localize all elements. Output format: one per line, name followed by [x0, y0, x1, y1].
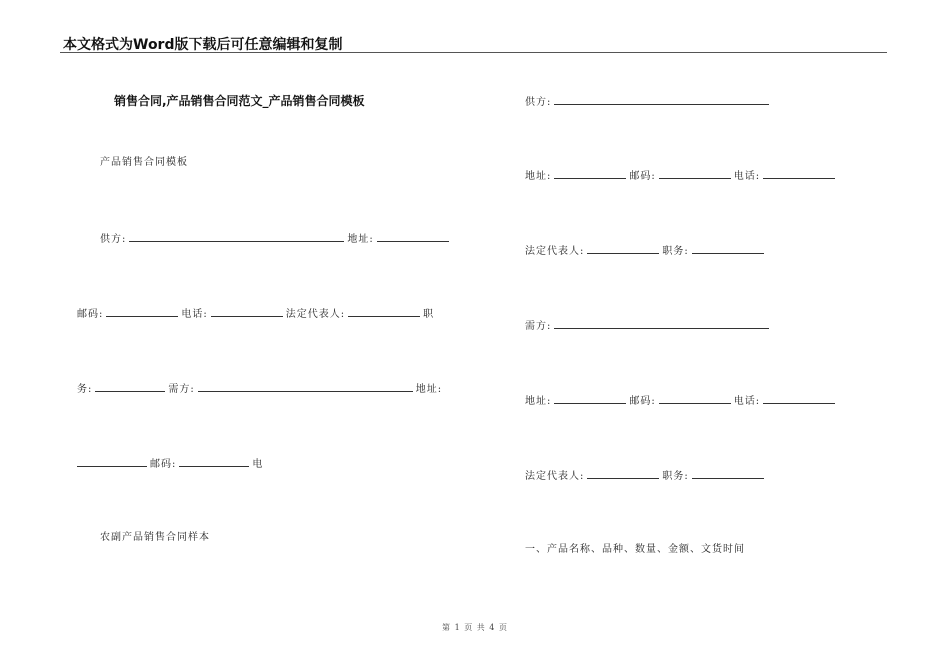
- duty-label-start: 职: [423, 309, 435, 320]
- r-supplier-blank: [554, 94, 769, 105]
- buyer-address-label: 地址:: [415, 384, 443, 395]
- phone-label: 电话:: [181, 309, 208, 320]
- r-buyer-phone-blank: [763, 393, 835, 404]
- r-postcode-blank: [659, 168, 731, 179]
- r-buyer-phone-label: 电话:: [733, 396, 761, 407]
- phone-blank: [211, 306, 283, 317]
- right-line-contact-1: [525, 168, 838, 184]
- address-blank: [377, 231, 449, 242]
- left-line-4: [77, 456, 263, 472]
- r-buyer-duty-label: 职务:: [662, 471, 689, 482]
- right-line-buyer: [525, 318, 772, 334]
- right-line-rep-1: [525, 243, 767, 259]
- r-buyer-blank: [554, 318, 769, 329]
- duty-label-end: 务:: [77, 384, 93, 395]
- left-line-2: [77, 306, 434, 322]
- buyer-blank: [198, 381, 413, 392]
- r-duty-label: 职务:: [662, 246, 689, 257]
- r-buyer-address-label: 地址:: [525, 396, 552, 407]
- r-supplier-label: 供方:: [525, 97, 552, 108]
- clause-1: 一、产品名称、品种、数量、金额、文货时间: [525, 544, 745, 555]
- buyer-postcode-label: 邮码:: [150, 459, 177, 470]
- right-line-rep-2: [525, 468, 767, 484]
- r-postcode-label: 邮码:: [629, 171, 656, 182]
- r-buyer-postcode-label: 邮码:: [629, 396, 656, 407]
- right-line-contact-2: [525, 393, 838, 409]
- buyer-label: 需方:: [168, 384, 195, 395]
- buyer-postcode-blank: [179, 456, 249, 467]
- r-address-blank: [554, 168, 626, 179]
- left-line-3: [77, 381, 442, 397]
- supplier-blank: [129, 231, 344, 242]
- document-title: 销售合同,产品销售合同范文_产品销售合同模板: [114, 94, 365, 108]
- r-buyer-postcode-blank: [659, 393, 731, 404]
- left-sub-heading: 农副产品销售合同样本: [100, 532, 210, 543]
- left-heading: 产品销售合同模板: [100, 157, 188, 168]
- supplier-label: 供方:: [100, 234, 127, 245]
- r-phone-label: 电话:: [733, 171, 761, 182]
- r-buyer-label: 需方:: [525, 321, 552, 332]
- postcode-blank: [106, 306, 178, 317]
- legal-rep-label: 法定代表人:: [285, 309, 346, 320]
- postcode-label: 邮码:: [77, 309, 104, 320]
- r-legal-rep-label: 法定代表人:: [525, 246, 585, 257]
- r-address-label: 地址:: [525, 171, 552, 182]
- duty-blank: [95, 381, 165, 392]
- r-phone-blank: [763, 168, 835, 179]
- r-buyer-rep-blank: [587, 468, 659, 479]
- address-label: 地址:: [347, 234, 374, 245]
- left-line-1: [100, 231, 452, 247]
- header-divider: [60, 52, 887, 53]
- r-buyer-duty-blank: [692, 468, 764, 479]
- page-header-title: 本文格式为Word版下载后可任意编辑和复制: [63, 37, 343, 53]
- page-number: 第 1 页 共 4 页: [442, 623, 508, 632]
- right-line-supplier: [525, 94, 772, 110]
- r-duty-blank: [692, 243, 764, 254]
- r-legal-rep-blank: [587, 243, 659, 254]
- r-buyer-address-blank: [554, 393, 626, 404]
- buyer-address-blank: [77, 456, 147, 467]
- buyer-phone-label-start: 电: [252, 459, 264, 470]
- legal-rep-blank: [348, 306, 420, 317]
- r-buyer-rep-label: 法定代表人:: [525, 471, 585, 482]
